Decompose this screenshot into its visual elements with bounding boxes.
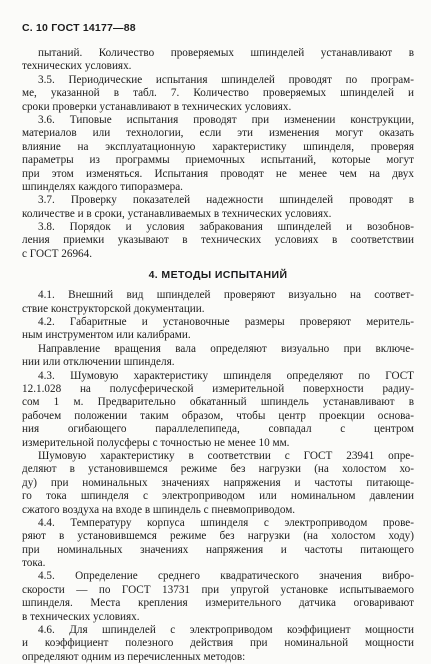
paragraph (22, 316, 414, 343)
text-line: 3.6. Типовые испытания проводят при изменении конструкции, (38, 113, 414, 126)
text-line: 3.5. Периодические испытания шпинделей проводят по програм- (38, 73, 414, 86)
text-line: ме, указанной в табл. 7. Количество проверяемых шпинделей и (22, 87, 414, 100)
text-line: скорости — по ГОСТ 13731 при упругой установке испытываемого (22, 583, 414, 596)
text-line: 4.3. Шумовую характеристику шпинделя определяют по ГОСТ (38, 369, 414, 382)
text-line: го тока шпинделя с электроприводом или номинальном давлении (22, 490, 414, 503)
paragraph (22, 370, 414, 450)
text-line: нии или отключении шпинделя. (22, 356, 175, 369)
text-line: сроки проверки устанавливают в технических условиях. (22, 100, 292, 113)
text-line: ным инструментом или калибрами. (22, 329, 191, 342)
paragraph (22, 47, 414, 74)
text-line: ду) при номинальных значениях напряжения и частоты питающе- (22, 476, 414, 489)
paragraph (22, 114, 414, 194)
paragraph (22, 74, 414, 114)
text-line: при этом изменяться. Испытания проводят не менее чем на двух (22, 167, 414, 180)
page-header: С. 10 ГОСТ 14177—88 (22, 22, 136, 34)
paragraph (22, 570, 414, 624)
text-line: количестве и в сроки, устанавливаемых в технических условиях. (22, 207, 332, 220)
text-line: при номинальных значениях напряжения и частоты питающего (22, 543, 414, 556)
paragraph (22, 221, 414, 261)
text-line: ствие конструкторской документации. (22, 302, 205, 315)
text-line: деляют в установившемся режиме без нагрузки (на холостом хо- (22, 463, 414, 476)
paragraph (22, 289, 414, 316)
text-line: 4.4. Температуру корпуса шпинделя с электроприводом прове- (38, 516, 414, 529)
text-line: сом 1 м. Предварительно обкатанный шпиндель устанавливают в (22, 396, 414, 409)
text-line: пытаний. Количество проверяемых шпинделей устанавливают в (38, 47, 414, 59)
paragraph (22, 450, 414, 517)
text-line: и коэффициент полезного действия при номинальной мощности (22, 637, 414, 650)
text-line: ряют в установившемся режиме без нагрузки (на холостом ходу) (22, 530, 414, 543)
paragraph (22, 624, 414, 664)
text-line: 4.5. Определение среднего квадратического значения вибро- (38, 570, 414, 583)
text-line: сжатого воздуха на входе в шпиндель с пневмоприводом. (22, 503, 296, 516)
paragraph (22, 194, 414, 221)
text-line: шпинделя. Места крепления измерительного датчика оговаривают (22, 597, 414, 610)
text-line: тока. (22, 557, 46, 570)
text-line: 3.8. Порядок и условия забракования шпинделей и возобнов- (38, 221, 414, 234)
text-line: 12.1.028 на полусферической измерительной поверхности радиу- (22, 382, 414, 395)
paragraph (22, 343, 414, 370)
text-line: в технических условиях. (22, 610, 140, 623)
text-line: 4.1. Внешний вид шпинделей проверяют визуально на соответ- (38, 289, 414, 302)
text-line: Шумовую характеристику в соответствии с ГОСТ 23941 опре- (38, 449, 414, 462)
text-line: 4.2. Габаритные и установочные размеры проверяют меритель- (38, 316, 414, 329)
text-line: рабочем положении таким образом, чтобы центр проекции основа- (22, 409, 414, 422)
text-line: технических условиях. (22, 60, 132, 73)
text-line: влияние на эксплуатационную характеристику шпинделя, проверяя (22, 140, 414, 153)
text-line: определяют одним из перечисленных методов: (22, 650, 246, 663)
text-line: параметры из программы приемочных испытаний, которые могут (22, 154, 414, 167)
text-line: ления приемки указывают в технических условиях в соответствии (22, 234, 414, 247)
text-line: 3.7. Проверку показателей надежности шпинделей проводят в (38, 194, 414, 207)
text-line: материалов или технологии, если эти изменения могут оказать (22, 127, 414, 140)
text-line: с ГОСТ 26964. (22, 247, 93, 260)
document-body (22, 47, 414, 664)
section-heading: 4. МЕТОДЫ ИСПЫТАНИЙ (148, 269, 288, 282)
document-page (22, 22, 414, 664)
text-line: измерительной полусферы с точностью не менее 10 мм. (22, 436, 290, 449)
text-line: ния огибающего параллелепипеда, совпадал с центром (22, 423, 414, 436)
text-line: шпинделях каждого типоразмера. (22, 180, 183, 193)
text-line: Направление вращения вала определяют визуально при включе- (38, 342, 414, 355)
text-line: 4.6. Для шпинделей с электроприводом коэффициент мощности (38, 624, 414, 637)
paragraph (22, 517, 414, 571)
